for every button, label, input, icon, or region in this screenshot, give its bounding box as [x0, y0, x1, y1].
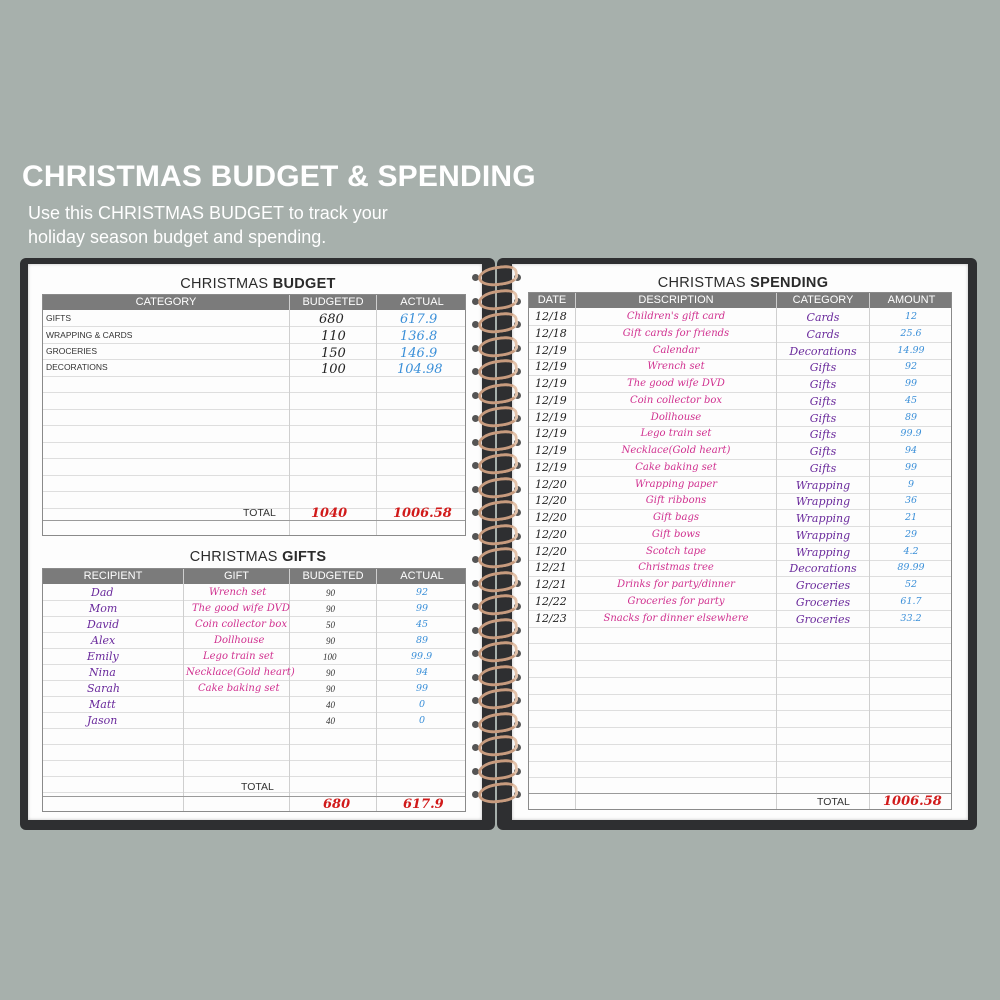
gift-actual: 0: [419, 715, 426, 726]
spending-category: Decorations: [789, 562, 857, 575]
gift-recipient: Sarah: [87, 682, 120, 695]
gift-actual: 92: [416, 587, 429, 598]
spending-date: 12/22: [535, 595, 567, 608]
gift-recipient: David: [87, 618, 120, 631]
spending-category: Gifts: [809, 412, 837, 425]
budget-total-actual: 1006.58: [393, 506, 452, 521]
spending-table-header: [529, 293, 951, 308]
spending-date: 12/19: [535, 411, 567, 424]
gift-item: Wrench set: [209, 587, 267, 598]
spending-description: Necklace(Gold heart): [621, 445, 731, 456]
spending-header-description: DESCRIPTION: [638, 294, 714, 306]
spending-date: 12/21: [535, 578, 567, 591]
row-rule: [43, 744, 465, 745]
gifts-col-divider: [376, 569, 377, 811]
gift-budgeted: 90: [326, 684, 335, 694]
row-rule: [43, 648, 465, 649]
budget-category: GROCERIES: [46, 346, 98, 356]
left-page: [28, 264, 482, 820]
gift-item: Coin collector box: [195, 619, 288, 630]
row-rule: [529, 694, 951, 695]
row-rule: [43, 475, 465, 476]
spending-table: [528, 292, 952, 810]
budget-budgeted: 680: [319, 312, 344, 327]
row-rule: [529, 509, 951, 510]
gifts-header-actual: ACTUAL: [400, 570, 444, 582]
row-rule: [529, 560, 951, 561]
budget-col-divider: [376, 295, 377, 535]
spending-category: Wrapping: [795, 529, 851, 542]
row-rule: [43, 728, 465, 729]
row-rule: [43, 760, 465, 761]
spending-date: 12/21: [535, 561, 567, 574]
row-rule: [43, 425, 465, 426]
spending-category: Wrapping: [795, 546, 851, 559]
budget-title: CHRISTMAS BUDGET: [180, 276, 336, 292]
spending-description: Gift bags: [653, 512, 699, 523]
spending-category: Gifts: [809, 445, 837, 458]
budget-header-actual: ACTUAL: [400, 296, 444, 308]
budget-actual: 136.8: [400, 329, 438, 344]
spending-description: Wrapping paper: [634, 479, 718, 490]
row-rule: [529, 710, 951, 711]
spending-header-amount: AMOUNT: [887, 294, 936, 306]
budget-actual: 146.9: [400, 346, 438, 361]
spending-date: 12/19: [535, 394, 567, 407]
spending-amount: 45: [904, 395, 918, 406]
spending-category: Gifts: [809, 378, 837, 391]
spending-description: Lego train set: [640, 428, 712, 439]
gift-item: Lego train set: [203, 651, 274, 662]
row-rule: [529, 643, 951, 644]
row-rule: [529, 576, 951, 577]
gift-actual: 89: [416, 635, 429, 646]
budget-header-budgeted: BUDGETED: [302, 296, 364, 308]
row-rule: [43, 458, 465, 459]
spending-amount: 99: [904, 378, 918, 389]
row-rule: [529, 442, 951, 443]
spending-date: 12/18: [535, 310, 567, 323]
spending-amount: 94: [904, 445, 918, 456]
row-rule: [529, 375, 951, 376]
spending-category: Wrapping: [795, 512, 851, 525]
spending-category: Wrapping: [795, 495, 851, 508]
gift-actual: 94: [416, 667, 429, 678]
spending-total-amount: 1006.58: [883, 794, 942, 809]
row-rule: [529, 610, 951, 611]
spending-category: Groceries: [795, 596, 851, 609]
spending-date: 12/19: [535, 444, 567, 457]
spending-category: Gifts: [809, 361, 837, 374]
budget-header-category: CATEGORY: [135, 296, 197, 308]
row-rule: [529, 627, 951, 628]
spending-header-date: DATE: [537, 294, 567, 306]
budget-actual: 104.98: [397, 362, 443, 377]
gifts-total-divider: [43, 796, 465, 797]
gifts-header-budgeted: BUDGETED: [302, 570, 364, 582]
spending-category: Gifts: [809, 462, 837, 475]
gift-item: The good wife DVD: [192, 603, 290, 614]
spending-date: 12/20: [535, 528, 567, 541]
budget-budgeted: 100: [321, 362, 346, 377]
budget-category: DECORATIONS: [46, 362, 108, 372]
gifts-total-budgeted: 680: [323, 797, 351, 812]
spending-date: 12/18: [535, 327, 567, 340]
row-rule: [43, 491, 465, 492]
spending-amount: 52: [904, 579, 918, 590]
spending-description: Coin collector box: [629, 395, 723, 406]
spending-amount: 36: [904, 495, 918, 506]
row-rule: [43, 392, 465, 393]
gift-recipient: Alex: [91, 634, 116, 647]
spending-category: Groceries: [795, 579, 851, 592]
gift-budgeted: 100: [323, 652, 337, 662]
gift-budgeted: 50: [326, 620, 335, 630]
spending-amount: 21: [904, 512, 918, 523]
spending-description: Snacks for dinner elsewhere: [603, 613, 749, 624]
spending-amount: 99.9: [900, 428, 922, 439]
spending-amount: 9: [907, 479, 915, 490]
spending-description: Wrench set: [647, 361, 705, 372]
budget-col-divider: [289, 295, 290, 535]
spending-description: Christmas tree: [638, 562, 714, 573]
spending-description: Gift cards for friends: [622, 328, 730, 339]
row-rule: [529, 526, 951, 527]
spending-amount: 33.2: [900, 613, 922, 624]
spending-amount: 89: [904, 412, 918, 423]
spending-description: Gift ribbons: [645, 495, 707, 506]
budget-total-budgeted: 1040: [311, 506, 348, 521]
budget-table-header: [43, 295, 465, 310]
row-rule: [43, 664, 465, 665]
budget-category: GIFTS: [46, 313, 72, 323]
row-rule: [43, 600, 465, 601]
spending-date: 12/20: [535, 511, 567, 524]
spending-amount: 99: [904, 462, 918, 473]
spending-date: 12/19: [535, 427, 567, 440]
spending-description: Scotch tape: [645, 546, 706, 557]
spending-category: Groceries: [795, 613, 851, 626]
spending-amount: 92: [904, 361, 918, 372]
row-rule: [529, 459, 951, 460]
budget-total-label: TOTAL: [243, 507, 276, 519]
budget-actual: 617.9: [400, 312, 438, 327]
spending-amount: 61.7: [900, 596, 922, 607]
spending-category: Gifts: [809, 395, 837, 408]
row-rule: [529, 677, 951, 678]
spending-date: 12/19: [535, 360, 567, 373]
gift-item: Dollhouse: [214, 635, 265, 646]
gift-budgeted: 90: [326, 588, 335, 598]
spending-category: Decorations: [789, 345, 857, 358]
row-rule: [529, 727, 951, 728]
row-rule: [529, 359, 951, 360]
spending-header-category: CATEGORY: [792, 294, 854, 306]
gifts-header-gift: GIFT: [223, 570, 250, 582]
spending-date: 12/23: [535, 612, 567, 625]
gifts-col-divider: [183, 569, 184, 811]
right-page: [512, 264, 968, 820]
spending-title: CHRISTMAS SPENDING: [657, 275, 829, 291]
spending-category: Cards: [806, 311, 840, 324]
spending-amount: 12: [904, 311, 918, 322]
spending-amount: 89.99: [897, 562, 925, 573]
row-rule: [43, 409, 465, 410]
spending-amount: 25.6: [900, 328, 922, 339]
page-subtitle: Use this CHRISTMAS BUDGET to track your holiday season budget and spending.: [28, 203, 388, 247]
gift-budgeted: 40: [326, 716, 335, 726]
spending-description: Dollhouse: [650, 412, 702, 423]
spending-amount: 29: [904, 529, 918, 540]
row-rule: [529, 543, 951, 544]
row-rule: [529, 426, 951, 427]
gifts-total-label: TOTAL: [241, 781, 274, 793]
spending-amount: 14.99: [897, 345, 925, 356]
spending-description: Cake baking set: [635, 462, 717, 473]
spending-category: Cards: [806, 328, 840, 341]
budget-budgeted: 150: [321, 346, 346, 361]
gift-budgeted: 90: [326, 668, 335, 678]
row-rule: [529, 409, 951, 410]
row-rule: [43, 680, 465, 681]
spending-description: Groceries for party: [627, 596, 725, 607]
gift-recipient: Dad: [91, 586, 114, 599]
spending-amount: 4.2: [903, 546, 919, 557]
row-rule: [529, 342, 951, 343]
spending-category: Gifts: [809, 428, 837, 441]
gift-actual: 45: [416, 619, 429, 630]
budget-budgeted: 110: [321, 329, 346, 344]
spending-date: 12/20: [535, 494, 567, 507]
row-rule: [43, 632, 465, 633]
row-rule: [529, 325, 951, 326]
row-rule: [43, 442, 465, 443]
gift-recipient: Nina: [89, 666, 116, 679]
row-rule: [529, 593, 951, 594]
gifts-header-recipient: RECIPIENT: [83, 570, 143, 582]
row-rule: [43, 776, 465, 777]
spending-date: 12/19: [535, 461, 567, 474]
gift-recipient: Jason: [87, 714, 118, 727]
row-rule: [43, 712, 465, 713]
row-rule: [529, 744, 951, 745]
row-rule: [43, 616, 465, 617]
gift-budgeted: 90: [326, 604, 335, 614]
row-rule: [529, 660, 951, 661]
row-rule: [529, 493, 951, 494]
spending-description: Drinks for party/dinner: [617, 579, 735, 590]
spending-date: 12/20: [535, 545, 567, 558]
gift-actual: 99.9: [411, 651, 433, 662]
spending-total-label: TOTAL: [817, 796, 850, 808]
gifts-title: CHRISTMAS GIFTS: [189, 549, 327, 565]
row-rule: [529, 392, 951, 393]
budget-table: [42, 294, 466, 536]
gift-recipient: Matt: [89, 698, 116, 711]
spending-description: Calendar: [652, 345, 700, 356]
gift-actual: 99: [416, 603, 429, 614]
row-rule: [529, 777, 951, 778]
page-headline: CHRISTMAS BUDGET & SPENDING: [22, 160, 536, 193]
spending-description: Gift bows: [651, 529, 701, 540]
spending-date: 12/19: [535, 344, 567, 357]
spending-date: 12/20: [535, 478, 567, 491]
gift-actual: 99: [416, 683, 429, 694]
row-rule: [529, 761, 951, 762]
spending-date: 12/19: [535, 377, 567, 390]
gift-item: Cake baking set: [198, 683, 280, 694]
row-rule: [43, 696, 465, 697]
gifts-table: [42, 568, 466, 812]
gift-recipient: Emily: [87, 650, 119, 663]
gift-item: Necklace(Gold heart): [186, 667, 295, 678]
row-rule: [529, 476, 951, 477]
budget-category: WRAPPING & CARDS: [46, 330, 133, 340]
spending-description: The good wife DVD: [627, 378, 725, 389]
gift-recipient: Mom: [89, 602, 118, 615]
gift-actual: 0: [419, 699, 426, 710]
gift-budgeted: 90: [326, 636, 335, 646]
spending-category: Wrapping: [795, 479, 851, 492]
gift-budgeted: 40: [326, 700, 335, 710]
gifts-table-header: [43, 569, 465, 584]
spending-description: Children's gift card: [626, 311, 726, 322]
gifts-total-actual: 617.9: [403, 797, 444, 812]
